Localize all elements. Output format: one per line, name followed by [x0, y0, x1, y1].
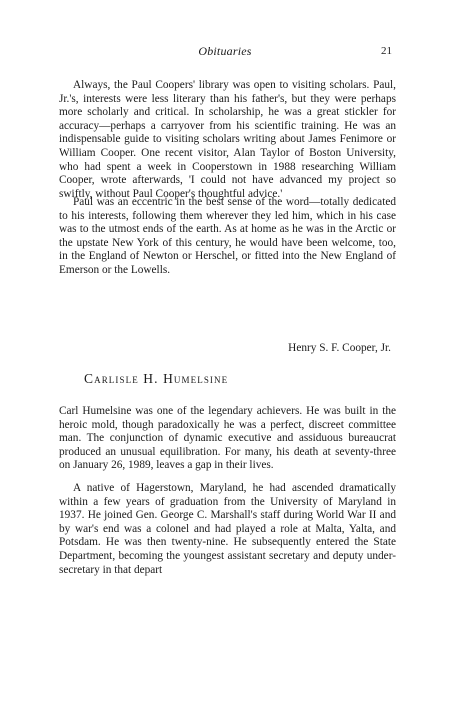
paragraph-text: Paul was an eccentric in the best sense of the word—totally dedicated to his interests, following them wherever they led him, which in his case was to the utmost ends of the earth. As at home as he was in the Arctic or the upstate New York of this century, he would have been welcome, too, in the England of Newton or Herschel, or fitted into the New England of Emerson or the Lowells. — [59, 196, 396, 276]
paragraph-1 — [59, 79, 396, 201]
paragraph-4 — [59, 482, 396, 577]
paragraph-3 — [59, 405, 396, 473]
paragraph-text: A native of Hagerstown, Maryland, he had ascended dramatically within a few years of graduation from the University of Maryland in 1937. He joined Gen. George C. Marshall's staff during World War II and by war's end was a colonel and had played a role at Malta, Yalta, and Potsdam. He was then twenty-nine. He subsequently entered the State Department, becoming the youngest assistant secretary and deputy under-secretary in that depart — [59, 482, 396, 576]
running-head — [0, 44, 450, 62]
author-signature: Henry S. F. Cooper, Jr. — [288, 342, 391, 354]
paragraph-text: Carl Humelsine was one of the legendary achievers. He was built in the heroic mold, though paradoxically he was a perfect, discreet committee man. The conjunction of dynamic executive and assiduous bureaucrat produced an unusual equilibration. For many, his death at seventy-three on January 26, 1989, leaves a gap in their lives. — [59, 405, 396, 472]
obituary-heading: Carlisle H. Humelsine — [84, 371, 229, 386]
paragraph-2 — [59, 196, 396, 278]
running-title: Obituaries — [198, 44, 252, 58]
paragraph-text: Always, the Paul Coopers' library was open to visiting scholars. Paul, Jr.'s, interests were less literary than his father's, but they were perhaps more scholarly and critical. In scholarship, he was a great stickler for accuracy—perhaps a carryover from his scientific training. He was an indispensable guide to visiting scholars writing about James Fenimore or William Cooper. One recent visitor, Alan Taylor of Boston University, who had spent a week in Cooperstown in 1988 researching William Cooper, wrote afterwards, 'I could not have advanced my project so swiftly, without Paul Cooper's thoughtful advice.' — [59, 79, 396, 200]
page-number: 21 — [381, 45, 392, 57]
